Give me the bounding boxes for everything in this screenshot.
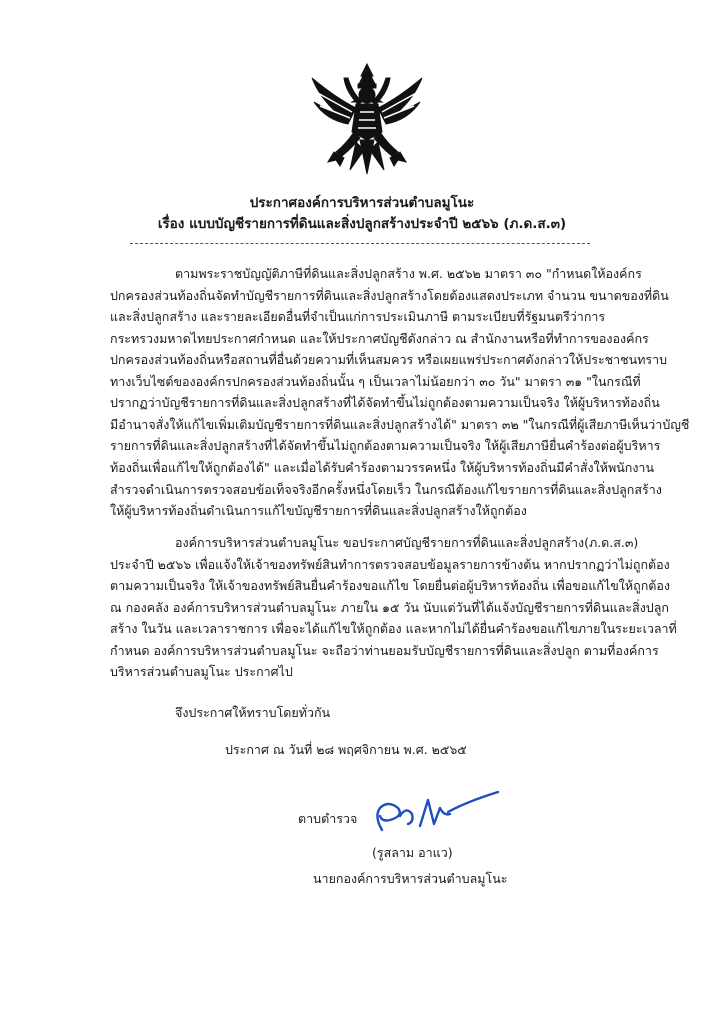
paragraph1-line: ตามพระราชบัญญัติภาษีที่ดินและสิ่งปลูกสร้าง พ.ศ. ๒๕๖๒ มาตรา ๓๐ "กำหนดให้องค์กร <box>175 266 642 281</box>
handwritten-signature <box>360 786 500 840</box>
paragraph1-line: ปรากฏว่าบัญชีรายการที่ดินและสิ่งปลูกสร้างที่ได้จัดทำขึ้นไม่ถูกต้องตามความเป็นจริง ให้ผู้บริหารท้องถิ่น <box>110 395 660 410</box>
paragraph1-line: ท้องถิ่นเพื่อแก้ไขให้ถูกต้องได้" และเมื่อได้รับคำร้องตามวรรคหนึ่ง ให้ผู้บริหารท้องถิ่นมีคำสั่งให้พนักงาน <box>110 460 655 475</box>
paragraph2-line: ณ กองคลัง องค์การบริหารส่วนตำบลมูโนะ ภายใน ๑๕ วัน นับแต่วันที่ได้แจ้งบัญชีรายการที่ดินและสิ่งปลูก <box>110 600 669 615</box>
paragraph2-line: ตามความเป็นจริง ให้เจ้าของทรัพย์สินยื่นคำร้องขอแก้ไข โดยยื่นต่อผู้บริหารท้องถิ่น เพื่อขอแก้ไขให้ถูกต้อง <box>110 578 671 593</box>
paragraph2-line: กำหนด องค์การบริหารส่วนตำบลมูโนะ จะถือว่าท่านยอมรับบัญชีรายการที่ดินและสิ่งปลูก ตามที่องค์การ <box>110 643 659 658</box>
garuda-emblem-icon <box>306 62 428 180</box>
paragraph2-line: บริหารส่วนตำบลมูโนะ ประกาศไป <box>110 664 293 679</box>
paragraph1-line: ปกครองส่วนท้องถิ่นจัดทำบัญชีรายการที่ดินและสิ่งปลูกสร้างโดยต้องแสดงประเภท จำนวน ขนาดของที่ดิน <box>110 288 669 303</box>
paragraph2-line: องค์การบริหารส่วนตำบลมูโนะ ขอประกาศบัญชีรายการที่ดินและสิ่งปลูกสร้าง(ภ.ด.ส.๓) <box>175 535 639 550</box>
paragraph1-line: ปกครองส่วนท้องถิ่นหรือสถานที่อื่นด้วยความที่เห็นสมควร หรือเผยแพร่ประกาศดังกล่าวให้ประชาชนทราบ <box>110 352 668 367</box>
paragraph1-line: กระทรวงมหาดไทยประกาศกำหนด และให้ประกาศบัญชีดังกล่าว ณ สำนักงานหรือที่ทำการขององค์กร <box>110 331 649 346</box>
announcement-title: ประกาศองค์การบริหารส่วนตำบลมูโนะ <box>249 195 475 211</box>
paragraph1-line: ทางเว็บไซต์ขององค์กรปกครองส่วนท้องถิ่นนั้น ๆ เป็นเวลาไม่น้อยกว่า ๓๐ วัน" มาตรา ๓๑ "ในกรณีที่ <box>110 374 641 389</box>
title-divider <box>130 243 590 244</box>
paragraph1-line: รายการที่ดินและสิ่งปลูกสร้างที่ได้จัดทำขึ้นไม่ถูกต้องตามความเป็นจริง ให้ผู้เสียภาษียื่นคำร้องต่อผู้บริหาร <box>110 438 661 453</box>
signer-name: (รูสลาม อาแว) <box>372 845 453 860</box>
announcement-date: ประกาศ ณ วันที่ ๒๘ พฤศจิกายน พ.ศ. ๒๕๖๕ <box>225 742 467 757</box>
reviewer-label: ตาบตำรวจ <box>298 811 358 826</box>
paragraph1-line: และสิ่งปลูกสร้าง และรายละเอียดอื่นที่จำเป็นแก่การประเมินภาษี ตามระเบียบที่รัฐมนตรีว่าการ <box>110 309 606 324</box>
paragraph1-line: ให้ผู้บริหารท้องถิ่นดำเนินการแก้ไขบัญชีรายการที่ดินและสิ่งปลูกสร้างให้ถูกต้อง <box>110 503 527 518</box>
signer-position: นายกองค์การบริหารส่วนตำบลมูโนะ <box>313 871 508 886</box>
paragraph2-line: ประจำปี ๒๕๖๖ เพื่อแจ้งให้เจ้าของทรัพย์สินทำการตรวจสอบข้อมูลรายการข้างต้น หากปรากฏว่าไม่ถูกต้อง <box>110 557 670 572</box>
announcement-subject: เรื่อง แบบบัญชีรายการที่ดินและสิ่งปลูกสร้างประจำปี ๒๕๖๖ (ภ.ด.ส.๓) <box>157 216 567 232</box>
paragraph1-line: มีอำนาจสั่งให้แก้ไขเพิ่มเติมบัญชีรายการที่ดินและสิ่งปลูกสร้างได้" มาตรา ๓๒ "ในกรณีที่ผู้เสียภาษีเห็นว่าบัญชี <box>110 417 690 432</box>
closing-statement: จึงประกาศให้ทราบโดยทั่วกัน <box>175 705 331 720</box>
paragraph2-line: สร้าง ในวัน และเวลาราชการ เพื่อจะได้แก้ไขให้ถูกต้อง และหากไม่ได้ยื่นคำร้องขอแก้ไขภายในระยะเวลาที่ <box>110 621 677 636</box>
paragraph1-line: สำรวจดำเนินการตรวจสอบข้อเท็จจริงอีกครั้งหนึ่งโดยเร็ว ในกรณีต้องแก้ไขรายการที่ดินและสิ่งปลูกสร้าง <box>110 482 662 497</box>
